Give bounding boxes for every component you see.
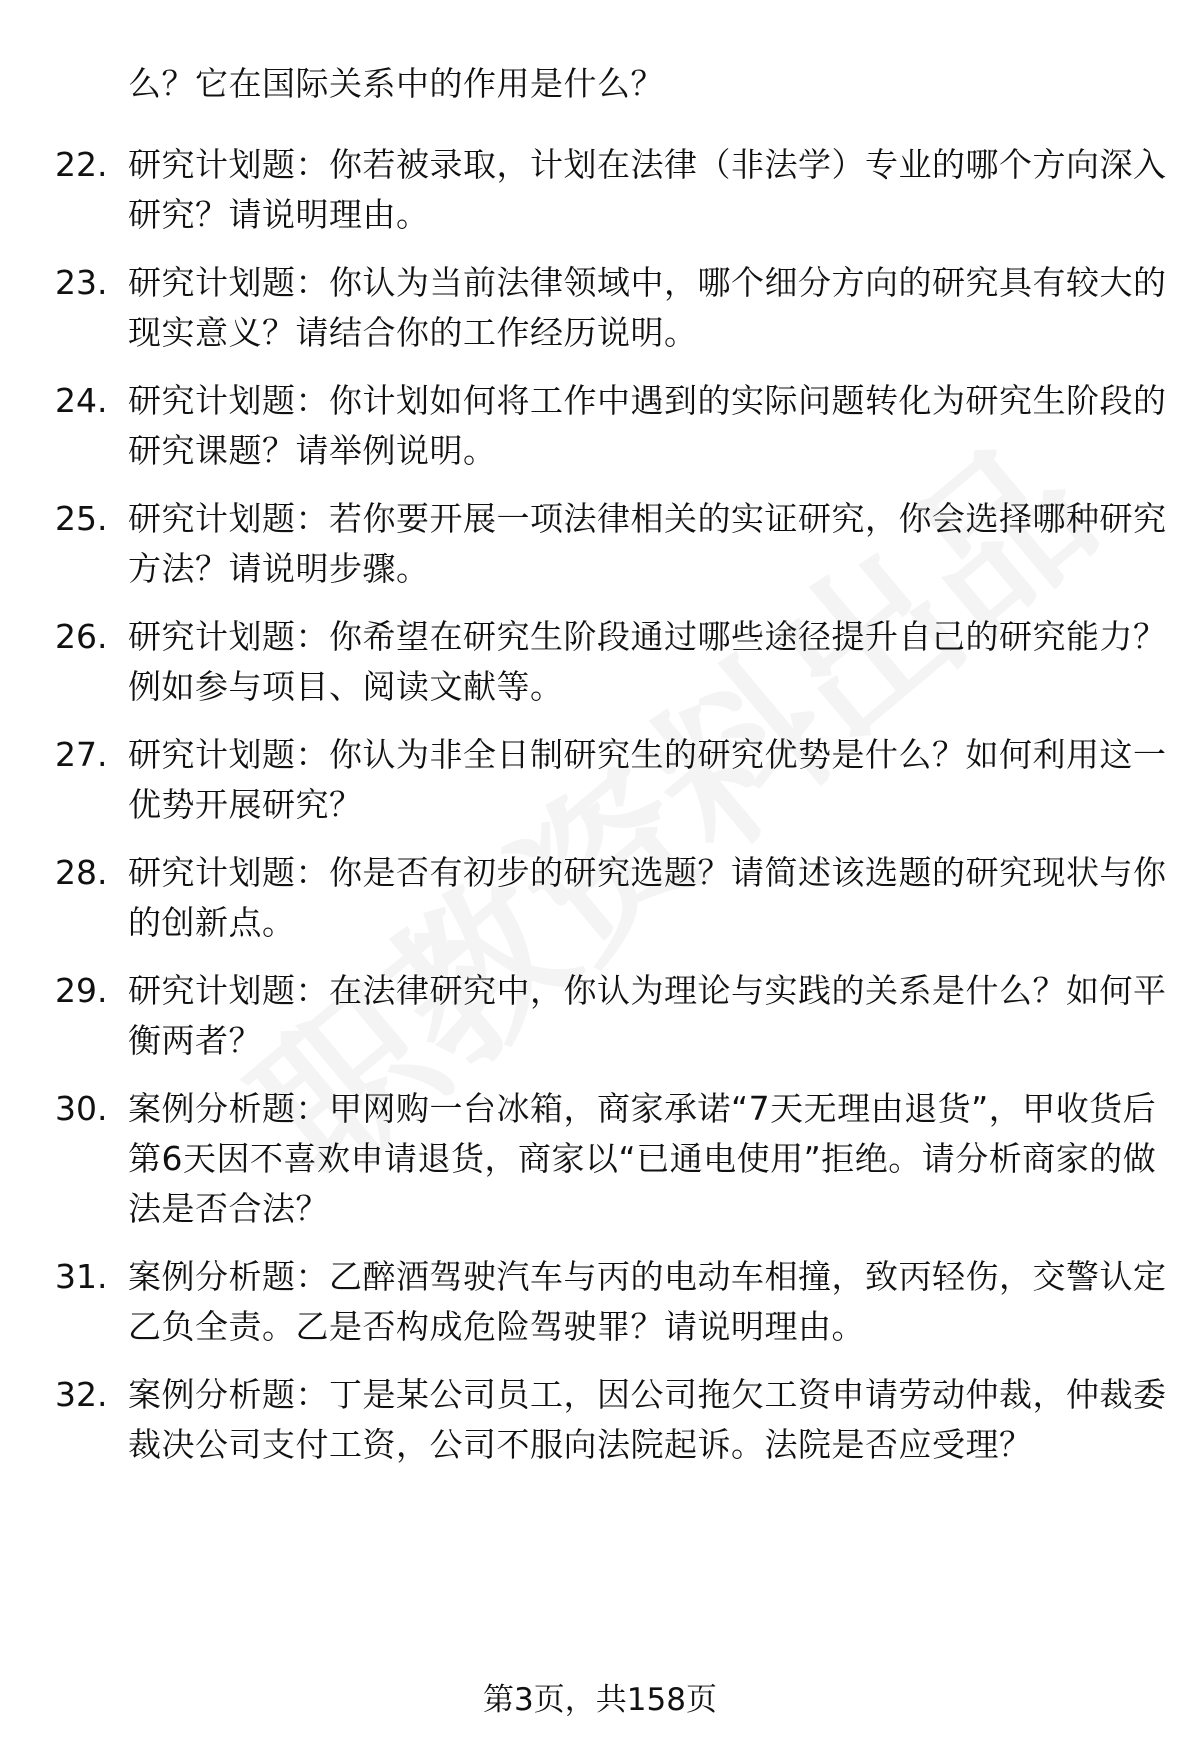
question-number: 29. — [55, 971, 108, 1010]
question-text: 研究计划题：你是否有初步的研究选题？请简述该选题的研究现状与你的创新点。 — [128, 853, 1167, 942]
question-text: 研究计划题：你认为非全日制研究生的研究优势是什么？如何利用这一优势开展研究？ — [128, 735, 1167, 824]
question-number: 28. — [55, 853, 108, 892]
question-text: 案例分析题：乙醉酒驾驶汽车与丙的电动车相撞，致丙轻伤，交警认定乙负全责。乙是否构成危险驾驶罪？请说明理由。 — [128, 1257, 1167, 1346]
question-text: 研究计划题：你认为当前法律领域中，哪个细分方向的研究具有较大的现实意义？请结合你的工作经历说明。 — [128, 263, 1167, 352]
question-number: 27. — [55, 735, 108, 774]
question-text: 研究计划题：若你要开展一项法律相关的实证研究，你会选择哪种研究方法？请说明步骤。 — [128, 499, 1167, 588]
question-number: 30. — [55, 1089, 108, 1128]
question-number: 23. — [55, 263, 108, 302]
question-number: 32. — [55, 1375, 108, 1414]
question-number: 24. — [55, 381, 108, 420]
question-text: 研究计划题：在法律研究中，你认为理论与实践的关系是什么？如何平衡两者？ — [128, 971, 1167, 1060]
question-text: 研究计划题：你若被录取，计划在法律（非法学）专业的哪个方向深入研究？请说明理由。 — [128, 145, 1167, 234]
question-number: 26. — [55, 617, 108, 656]
question-text: 案例分析题：甲网购一台冰箱，商家承诺“7天无理由退货”，甲收货后第6天因不喜欢申请退货，商家以“已通电使用”拒绝。请分析商家的做法是否合法？ — [128, 1089, 1157, 1228]
question-text: 研究计划题：你计划如何将工作中遇到的实际问题转化为研究生阶段的研究课题？请举例说明。 — [128, 381, 1167, 470]
question-number: 22. — [55, 145, 108, 184]
question-text: 研究计划题：你希望在研究生阶段通过哪些途径提升自己的研究能力？例如参与项目、阅读文献等。 — [128, 617, 1167, 706]
question-text: 案例分析题：丁是某公司员工，因公司拖欠工资申请劳动仲裁，仲裁委裁决公司支付工资，公司不服向法院起诉。法院是否应受理？ — [128, 1375, 1167, 1464]
page-number-footer: 第3页，共158页 — [483, 1682, 717, 1718]
continued-question-text: 么？它在国际关系中的作用是什么？ — [128, 64, 664, 103]
question-number: 31. — [55, 1257, 108, 1296]
question-number: 25. — [55, 499, 108, 538]
